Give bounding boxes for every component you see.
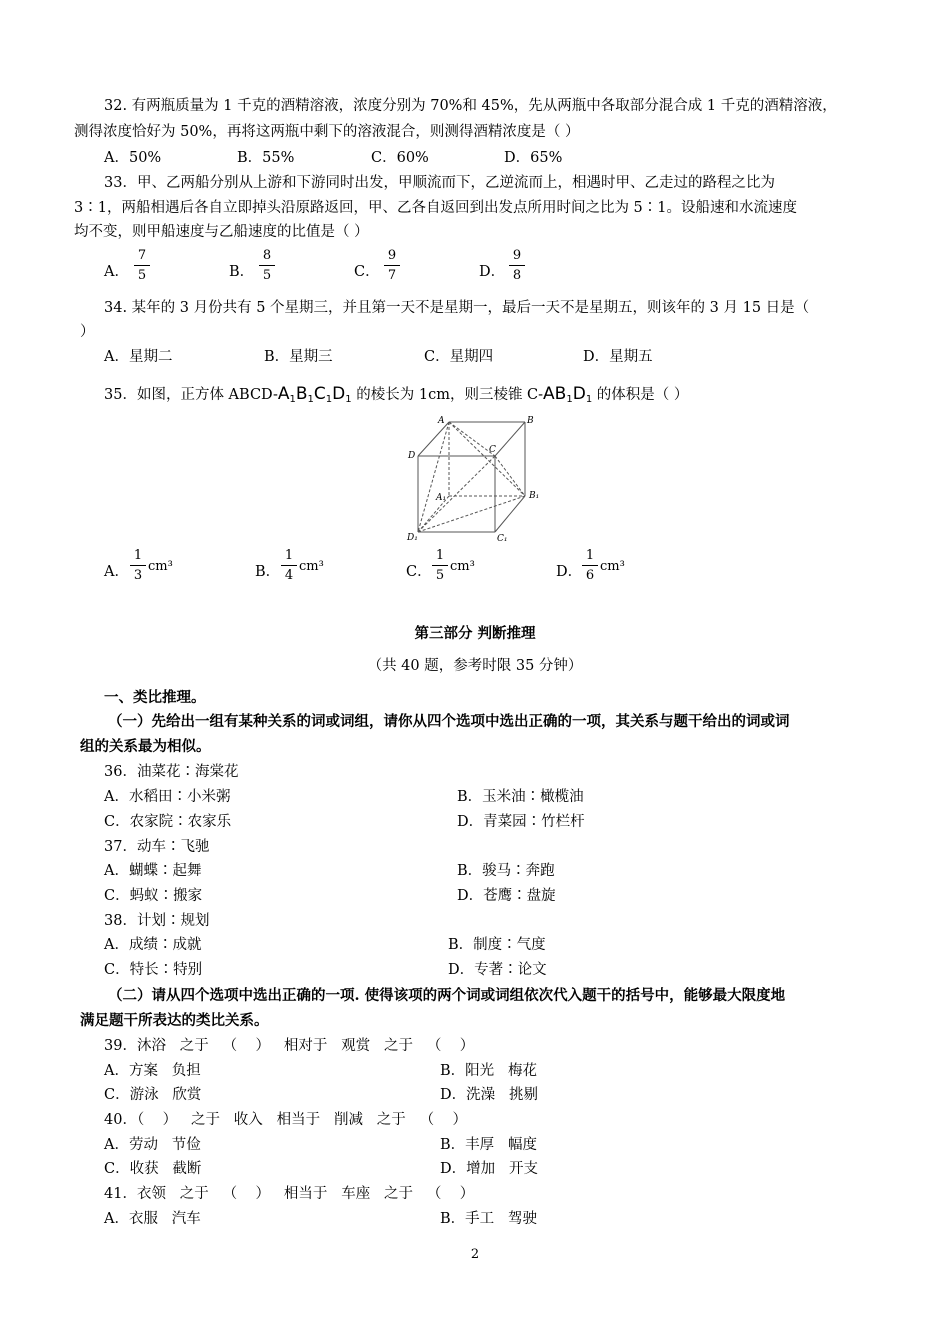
q33-line2: 3∶1，两船相遇后各自立即掉头沿原路返回，甲、乙各自返回到出发点所用时间之比为 5∶1。设船速和水流速度: [74, 200, 798, 216]
fraction: 9 7: [384, 247, 400, 284]
q32-option-b[interactable]: B．55%: [237, 150, 295, 166]
q37-option-d[interactable]: D．苍鹰∶盘旋: [457, 888, 556, 904]
hidden-edge: [495, 456, 525, 496]
instruction-2-line2: 满足题干所表达的类比关系。: [80, 1012, 269, 1029]
q39-stem: 39．沐浴 之于 （ ） 相对于 观赏 之于 （ ）: [104, 1038, 475, 1054]
q33-line3: 均不变，则甲船速度与乙船速度的比值是（ ）: [74, 224, 369, 240]
q38-option-b[interactable]: B．制度∶气度: [448, 937, 546, 953]
q34-option-a[interactable]: A．星期二: [104, 349, 173, 365]
figure-label-c1: C₁: [497, 534, 508, 544]
q34-line2: ）: [80, 324, 95, 340]
q32-option-c[interactable]: C．60%: [371, 150, 429, 166]
q35-stem: 35．如图，正方体 ABCD-$A_1B_1C_1D_1$ 的棱长为 1cm，则三棱锥 $C-AB_1D_1$ 的体积是（ ）: [104, 384, 689, 405]
figure-label-c: C: [489, 445, 496, 455]
q34-option-b[interactable]: B．星期三: [264, 349, 333, 365]
figure-label-d: D: [408, 451, 416, 461]
q40-option-b[interactable]: B．丰厚 幅度: [440, 1137, 537, 1153]
edge: [495, 422, 525, 456]
instruction-2-line1: （二）请从四个选项中选出正确的一项. 使得该项的两个词或词组依次代入题干的括号中，能够最大限度地: [108, 987, 786, 1004]
q32-option-a[interactable]: A．50%: [104, 150, 162, 166]
q39-option-d[interactable]: D．洗澡 挑剔: [440, 1087, 538, 1103]
fraction: 7 5: [134, 247, 150, 284]
cube-figure: [405, 414, 545, 544]
q38-option-c[interactable]: C．特长∶特别: [104, 962, 203, 978]
fraction: 8 5: [259, 247, 275, 284]
figure-label-d1: D₁: [407, 533, 418, 543]
instruction-1-line2: 组的关系最为相似。: [80, 738, 211, 755]
q36-option-c[interactable]: C．农家院∶农家乐: [104, 814, 232, 830]
q41-stem: 41．衣领 之于 （ ） 相当于 车座 之于 （ ）: [104, 1186, 475, 1202]
q40-option-c[interactable]: C．收获 截断: [104, 1161, 202, 1177]
q41-option-b[interactable]: B．手工 驾驶: [440, 1211, 537, 1227]
q39-option-b[interactable]: B．阳光 梅花: [440, 1063, 537, 1079]
q33-line1: 33．甲、乙两船分别从上游和下游同时出发，甲顺流而下，乙逆流而上，相遇时甲、乙走过的路程之比为: [104, 175, 775, 191]
fraction: 1 4: [281, 547, 297, 584]
q38-option-d[interactable]: D．专著∶论文: [448, 962, 547, 978]
q34-line1: 34. 某年的 3 月份共有 5 个星期三，并且第一天不是星期一，最后一天不是星期五，则该年的 3 月 15 日是（: [104, 300, 810, 316]
fraction: 1 3: [130, 547, 146, 584]
q36-option-a[interactable]: A．水稻田∶小米粥: [104, 789, 231, 805]
fraction: 1 5: [432, 547, 448, 584]
fraction: 1 6: [582, 547, 598, 584]
page-number: 2: [470, 1247, 480, 1262]
q40-stem: 40．（ ） 之于 收入 相当于 削减 之于 （ ）: [104, 1112, 468, 1128]
q37-option-c[interactable]: C．蚂蚁∶搬家: [104, 888, 203, 904]
q36-option-d[interactable]: D．青菜园∶竹栏杆: [457, 814, 585, 830]
q37-option-a[interactable]: A．蝴蝶∶起舞: [104, 863, 202, 879]
q38-stem: 38．计划∶规划: [104, 913, 210, 929]
fraction: 9 8: [509, 247, 525, 284]
q32-option-d[interactable]: D．65%: [504, 150, 563, 166]
section-heading: 一、类比推理。: [104, 689, 206, 706]
q41-option-a[interactable]: A．衣服 汽车: [104, 1211, 201, 1227]
exam-page: 32. 有两瓶质量为 1 千克的酒精溶液，浓度分别为 70%和 45%，先从两瓶中各取部分混合成 1 千克的酒精溶液， 测得浓度恰好为 50%，再将这两瓶中剩下的溶液混合，则测得酒精浓度是（ ） A．50% B．55% C．60% D．65% 33．甲、乙两船分别从上游和下游同时出发，甲顺流而下，乙逆流而上，相遇时甲、乙走过的路程之比为 3∶1，两船相遇后各自立即掉头沿原路返回，甲、乙各自返回到出发点所用时间之比为 5∶1。设船速和水流速度 均不变，则甲船速度与乙船速度的比值是（ ） A． 7 5 B． 8 5 C． 9 7 D． 9 8 34. 某年的 3 月份共有 5 个星期三，并且第一天不是星期一，最后一天不是星期五，则该年的 3 月 15 日是（ ） A．星期二 B．星期三 C．星期四 D．星期五 35．如图，正方体 ABCD-$A_1B_1C_1D_1$ 的棱长为 1cm，则三棱锥 $C-AB_1D_1$ 的体积是（ ） A B C D A₁ B₁ C₁ D₁ A． 1 3 cm³ B． 1 4 cm³ C． 1 5 cm³ D． 1 6 cm³ 第三部分 判断推理 （共 40 题，参考时限 35 分钟） 一、类比推理。 （一）先给出一组有某种关系的词或词组，请你从四个选项中选出正确的一项，其关系与题干给出的词或词 组的关系最为相似。 36．油菜花∶海棠花 A．水稻田∶小米粥 B．玉米油∶橄榄油 C．农家院∶农家乐 D．青菜园∶竹栏杆 37．动车∶飞驰 A．蝴蝶∶起舞 B．骏马∶奔跑 C．蚂蚁∶搬家 D．苍鹰∶盘旋 38．计划∶规划 A．成绩∶成就 B．制度∶气度 C．特长∶特别 D．专著∶论文 （二）请从四个选项中选出正确的一项. 使得该项的两个词或词组依次代入题干的括号中，能够最大限度地 满足题干所表达的类比关系。 39．沐浴 之于 （ ） 相对于 观赏 之于 （ ） A．方案 负担 B．阳光 梅花 C．游泳 欣赏 D．洗澡 挑剔 40．（ ） 之于 收入 相当于 削减 之于 （ ） A．劳动 节俭 B．丰厚 幅度 C．收获 截断 D．增加 开支 41．衣领 之于 （ ） 相当于 车座 之于 （ ） A．衣服 汽车 B．手工 驾驶 2: [0, 0, 950, 1344]
hidden-edge: [418, 456, 495, 532]
q40-option-d[interactable]: D．增加 开支: [440, 1161, 538, 1177]
q37-option-b[interactable]: B．骏马∶奔跑: [457, 863, 555, 879]
q40-option-a[interactable]: A．劳动 节俭: [104, 1137, 201, 1153]
q32-line1: 32. 有两瓶质量为 1 千克的酒精溶液，浓度分别为 70%和 45%，先从两瓶中各取部分混合成 1 千克的酒精溶液，: [104, 98, 837, 114]
q34-option-c[interactable]: C．星期四: [424, 349, 494, 365]
q39-option-c[interactable]: C．游泳 欣赏: [104, 1087, 202, 1103]
q37-stem: 37．动车∶飞驰: [104, 839, 210, 855]
hidden-edge: [418, 496, 525, 532]
figure-label-b: B: [527, 416, 534, 426]
instruction-1-line1: （一）先给出一组有某种关系的词或词组，请你从四个选项中选出正确的一项，其关系与题干给出的词或词: [108, 713, 790, 730]
figure-label-a: A: [438, 416, 445, 426]
q38-option-a[interactable]: A．成绩∶成就: [104, 937, 202, 953]
q36-stem: 36．油菜花∶海棠花: [104, 764, 239, 780]
section-title: 第三部分 判断推理: [414, 625, 536, 642]
figure-label-a1: A₁: [436, 493, 447, 503]
q39-option-a[interactable]: A．方案 负担: [104, 1063, 201, 1079]
section-subtitle: （共 40 题，参考时限 35 分钟）: [367, 658, 583, 674]
hidden-edge: [449, 422, 525, 496]
q36-option-b[interactable]: B．玉米油∶橄榄油: [457, 789, 584, 805]
q32-line2: 测得浓度恰好为 50%，再将这两瓶中剩下的溶液混合，则测得酒精浓度是（ ）: [74, 124, 580, 140]
q34-option-d[interactable]: D．星期五: [583, 349, 653, 365]
figure-label-b1: B₁: [529, 491, 540, 501]
